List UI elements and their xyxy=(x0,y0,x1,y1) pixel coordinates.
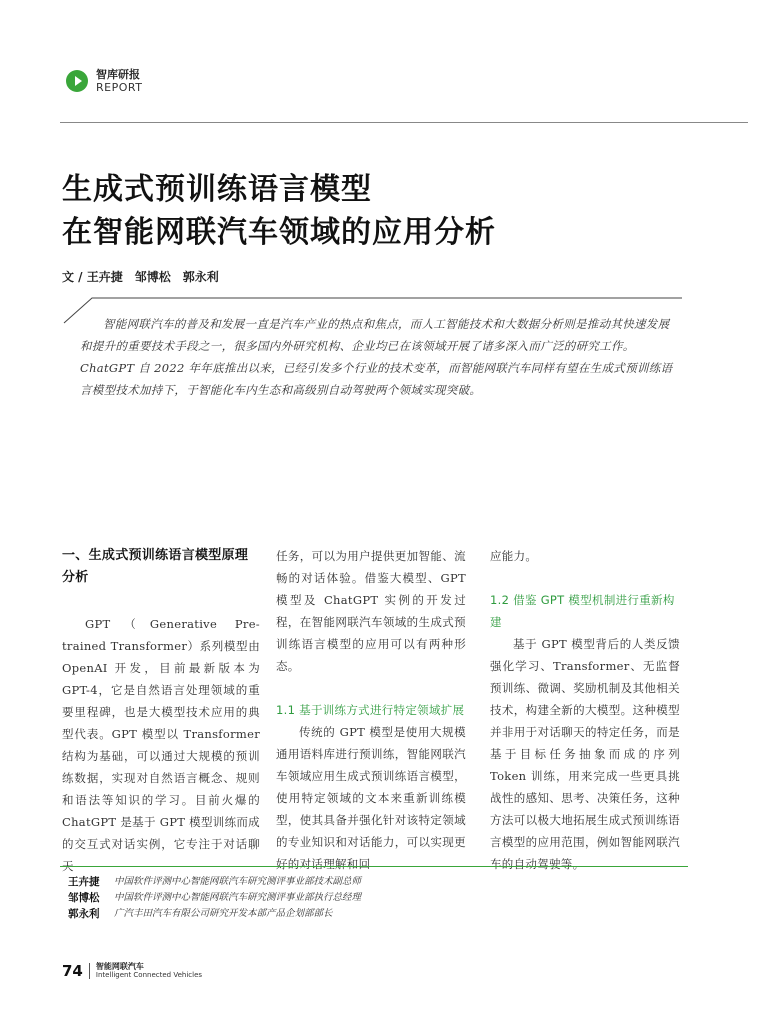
publication-name xyxy=(96,962,202,980)
paragraph: 基于 GPT 模型背后的人类反馈强化学习、Transformer、无监督预训练、微调、奖励机制及其他相关技术，构建全新的大模型。这种模型并非用于对话聊天的特定任务，而是基于目标任务抽象而成的序列 Token 训练，用来完成一些更具挑战性的感知、思考、决策任务，这种方法可以极大地拓展生成式预训练语言模型的应用范围，例如智能网联汽车的自动驾驶等。 xyxy=(490,637,680,871)
footer-divider xyxy=(89,963,90,979)
abstract: 智能网联汽车的普及和发展一直是汽车产业的热点和焦点，而人工智能技术和大数据分析则是推动其快速发展和提升的重要技术手段之一，很多国内外研究机构、企业均已在该领域开展了诸多深入而广泛的研究工作。ChatGPT 自 2022 年年底推出以来，已经引发多个行业的技术变革，而智能网联汽车同样有望在生成式预训练语言模型技术加持下，于智能化车内生态和高级别自动驾驶两个领域实现突破。 xyxy=(80,317,673,397)
page-number: 74 xyxy=(62,962,83,980)
bio-name: 王卉捷 xyxy=(68,876,100,888)
paragraph: 应能力。 xyxy=(490,549,538,563)
subsection-heading-1-1: 1.1 基于训练方式进行特定领域扩展 xyxy=(276,703,465,717)
paragraph: 任务，可以为用户提供更加智能、流畅的对话体验。借鉴大模型、GPT 模型及 ChatGPT 实例的开发过程，在智能网联汽车领域的生成式预训练语言模型的应用可以有两种形态。 xyxy=(276,549,466,673)
title-line-2: 在智能网联汽车领域的应用分析 xyxy=(62,215,496,250)
publication-name-en: Intelligent Connected Vehicles xyxy=(95,971,203,979)
bio-row xyxy=(68,906,361,922)
bio-desc: 广汽丰田汽车有限公司研究开发本部产品企划部部长 xyxy=(114,908,333,919)
brand-logo xyxy=(66,68,142,94)
column-3 xyxy=(490,545,680,875)
brand-name-en: REPORT xyxy=(96,81,143,94)
subsection-heading-1-2: 1.2 借鉴 GPT 模型机制进行重新构建 xyxy=(490,593,675,629)
bio-desc: 中国软件评测中心智能网联汽车研究测评事业部执行总经理 xyxy=(114,892,362,903)
publication-name-cn: 智能网联汽车 xyxy=(95,962,144,971)
bio-row xyxy=(68,890,361,906)
title-line-1: 生成式预训练语言模型 xyxy=(62,172,372,207)
bio-divider xyxy=(60,866,688,867)
bio-row xyxy=(68,874,361,890)
column-2 xyxy=(276,545,466,875)
play-icon xyxy=(66,70,88,92)
bio-name: 郭永利 xyxy=(68,908,100,920)
brand-name-cn: 智库研报 xyxy=(96,68,140,81)
article-title xyxy=(62,168,496,254)
bio-desc: 中国软件评测中心智能网联汽车研究测评事业部技术副总师 xyxy=(114,876,362,887)
paragraph: GPT（Generative Pre-trained Transformer）系列模型由 OpenAI 开发，目前最新版本为 GPT-4，它是自然语言处理领域的重要里程碑，也是大模型技术应用的典型代表。GPT 模型以 Transformer 结构为基础，可以通过大规模的预训练数据，实现对自然语言概念、规则和语法等知识的学习。目前火爆的 ChatGPT 是基于 GPT 模型训练而成的交互式对话实例，它专注于对话聊天 xyxy=(62,617,260,873)
section-heading-1: 一、生成式预训练语言模型原理分析 xyxy=(62,548,249,585)
column-1 xyxy=(62,545,260,877)
author-byline: 文 / 王卉捷 邹博松 郭永利 xyxy=(62,270,219,284)
brand-text xyxy=(96,68,142,94)
paragraph: 传统的 GPT 模型是使用大规模通用语料库进行预训练，智能网联汽车领域应用生成式预训练语言模型，使用特定领域的文本来重新训练模型，使其具备并强化针对该特定领域的专业知识和对话能力，可以实现更好的对话理解和回 xyxy=(276,725,466,871)
author-bios xyxy=(68,874,361,922)
page-footer xyxy=(62,962,202,980)
bio-name: 邹博松 xyxy=(68,892,100,904)
header-divider xyxy=(60,122,748,123)
